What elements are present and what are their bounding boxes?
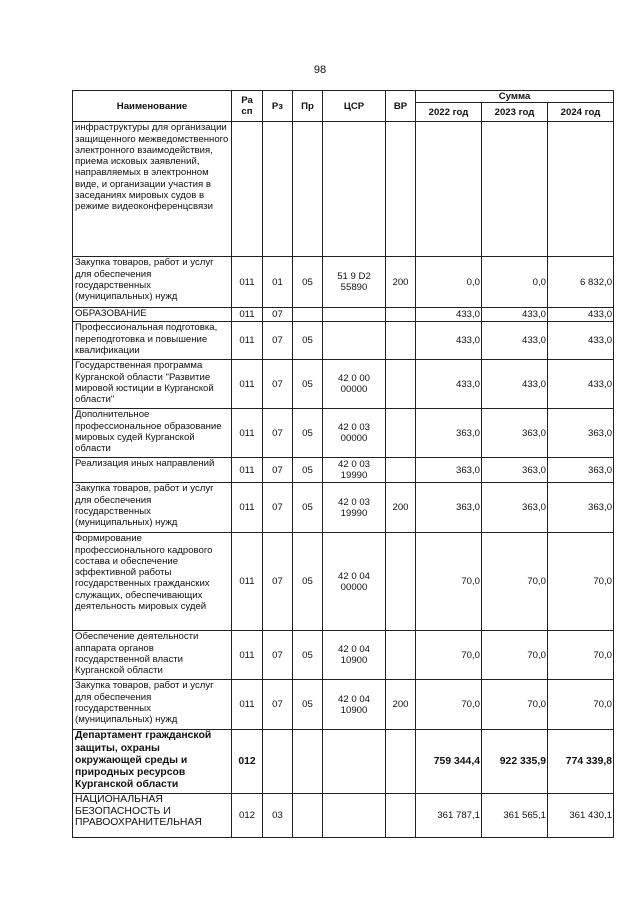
cell-vr	[386, 631, 416, 680]
cell-2024	[548, 122, 614, 257]
cell-csr	[323, 730, 386, 794]
cell-rasp	[232, 122, 263, 257]
cell-rasp: 011	[232, 322, 263, 360]
cell-2022: 759 344,4	[416, 730, 482, 794]
cell-2024: 70,0	[548, 533, 614, 631]
cell-rz: 03	[263, 794, 293, 838]
cell-2024: 361 430,1	[548, 794, 614, 838]
cell-2022: 433,0	[416, 360, 482, 409]
cell-vr	[386, 533, 416, 631]
cell-2023: 70,0	[482, 680, 548, 730]
cell-2022: 361 787,1	[416, 794, 482, 838]
cell-2022: 433,0	[416, 322, 482, 360]
table-row	[73, 730, 614, 794]
table-row	[73, 122, 614, 257]
cell-2023: 70,0	[482, 631, 548, 680]
cell-2023: 0,0	[482, 257, 548, 308]
col-header-2024: 2024 год	[548, 103, 614, 122]
cell-rz: 07	[263, 680, 293, 730]
col-header-2022: 2022 год	[416, 103, 482, 122]
cell-name: Департамент гражданской защиты, охраны окружающей среды и природных ресурсов Курганской области	[73, 730, 232, 794]
cell-2024: 433,0	[548, 308, 614, 322]
cell-2023: 363,0	[482, 483, 548, 533]
cell-rz: 07	[263, 533, 293, 631]
cell-rz: 07	[263, 322, 293, 360]
col-header-vr: ВР	[386, 91, 416, 122]
cell-rasp: 011	[232, 257, 263, 308]
cell-vr	[386, 730, 416, 794]
table-row	[73, 631, 614, 680]
cell-2023: 433,0	[482, 308, 548, 322]
col-header-rasp: Ра сп	[232, 91, 263, 122]
cell-pr: 05	[293, 257, 323, 308]
table-row	[73, 458, 614, 483]
cell-pr: 05	[293, 533, 323, 631]
cell-2023: 361 565,1	[482, 794, 548, 838]
cell-pr	[293, 308, 323, 322]
cell-pr: 05	[293, 360, 323, 409]
cell-vr	[386, 122, 416, 257]
cell-rasp: 011	[232, 483, 263, 533]
table-row	[73, 322, 614, 360]
cell-name: НАЦИОНАЛЬНАЯ БЕЗОПАСНОСТЬ И ПРАВООХРАНИТЕЛЬНАЯ	[73, 794, 232, 838]
cell-rasp: 011	[232, 360, 263, 409]
cell-2022: 433,0	[416, 308, 482, 322]
cell-2022: 363,0	[416, 409, 482, 458]
cell-vr	[386, 794, 416, 838]
cell-2022: 0,0	[416, 257, 482, 308]
cell-2023	[482, 122, 548, 257]
cell-2024: 363,0	[548, 458, 614, 483]
cell-2022: 70,0	[416, 631, 482, 680]
cell-csr: 42 0 04 10900	[323, 631, 386, 680]
cell-rasp: 011	[232, 409, 263, 458]
col-header-rz: Рз	[263, 91, 293, 122]
cell-rasp: 011	[232, 680, 263, 730]
cell-rz	[263, 730, 293, 794]
budget-table	[72, 90, 614, 838]
cell-rz: 07	[263, 308, 293, 322]
cell-2023: 433,0	[482, 322, 548, 360]
col-header-name: Наименование	[73, 91, 232, 122]
cell-csr: 42 0 04 10900	[323, 680, 386, 730]
cell-csr: 42 0 03 19990	[323, 458, 386, 483]
cell-rz: 07	[263, 458, 293, 483]
col-header-sum: Сумма	[416, 91, 614, 103]
cell-vr	[386, 409, 416, 458]
cell-csr: 51 9 D2 55890	[323, 257, 386, 308]
col-header-csr: ЦСР	[323, 91, 386, 122]
table-row	[73, 409, 614, 458]
cell-2022: 363,0	[416, 458, 482, 483]
cell-rz: 07	[263, 360, 293, 409]
cell-2023: 70,0	[482, 533, 548, 631]
cell-pr: 05	[293, 680, 323, 730]
cell-pr: 05	[293, 409, 323, 458]
page-number: 98	[313, 64, 327, 76]
table-row	[73, 533, 614, 631]
cell-name: Закупка товаров, работ и услуг для обеспечения государственных (муниципальных) нужд	[73, 257, 232, 308]
table-row	[73, 680, 614, 730]
cell-vr: 200	[386, 257, 416, 308]
cell-name: Государственная программа Курганской области "Развитие мировой юстиции в Курганской области"	[73, 360, 232, 409]
cell-vr	[386, 360, 416, 409]
col-header-pr: Пр	[293, 91, 323, 122]
cell-2022	[416, 122, 482, 257]
cell-2024: 363,0	[548, 483, 614, 533]
cell-2024: 433,0	[548, 360, 614, 409]
cell-rasp: 012	[232, 794, 263, 838]
cell-pr: 05	[293, 458, 323, 483]
cell-rz: 07	[263, 409, 293, 458]
cell-2024: 70,0	[548, 631, 614, 680]
table-row	[73, 360, 614, 409]
cell-2023: 363,0	[482, 458, 548, 483]
table-row	[73, 308, 614, 322]
cell-2023: 922 335,9	[482, 730, 548, 794]
cell-rasp: 011	[232, 533, 263, 631]
cell-pr	[293, 730, 323, 794]
cell-csr: 42 0 00 00000	[323, 360, 386, 409]
cell-rz: 07	[263, 631, 293, 680]
cell-name: Реализация иных направлений	[73, 458, 232, 483]
cell-csr: 42 0 03 19990	[323, 483, 386, 533]
cell-rz	[263, 122, 293, 257]
cell-2022: 70,0	[416, 533, 482, 631]
cell-csr	[323, 322, 386, 360]
cell-csr: 42 0 04 00000	[323, 533, 386, 631]
cell-name: Закупка товаров, работ и услуг для обеспечения государственных (муниципальных) нужд	[73, 680, 232, 730]
cell-rz: 01	[263, 257, 293, 308]
col-header-2023: 2023 год	[482, 103, 548, 122]
cell-name: Профессиональная подготовка, переподготовка и повышение квалификации	[73, 322, 232, 360]
cell-rasp: 012	[232, 730, 263, 794]
cell-pr	[293, 122, 323, 257]
cell-rasp: 011	[232, 631, 263, 680]
cell-2024: 363,0	[548, 409, 614, 458]
cell-pr: 05	[293, 483, 323, 533]
table-row	[73, 257, 614, 308]
cell-2024: 70,0	[548, 680, 614, 730]
cell-vr	[386, 322, 416, 360]
cell-vr	[386, 458, 416, 483]
cell-rz: 07	[263, 483, 293, 533]
cell-pr	[293, 794, 323, 838]
table-row	[73, 483, 614, 533]
cell-rasp: 011	[232, 308, 263, 322]
cell-name: ОБРАЗОВАНИЕ	[73, 308, 232, 322]
cell-name: инфраструктуры для организации защищенного межведомственного электронного взаимодействия, приема исковых заявлений, направляемых в электронном виде, и организации участия в заседаниях мировых судов в режиме видеоконференцсвязи	[73, 122, 232, 257]
cell-csr	[323, 308, 386, 322]
cell-vr	[386, 308, 416, 322]
cell-2024: 6 832,0	[548, 257, 614, 308]
cell-name: Обеспечение деятельности аппарата органов государственной власти Курганской области	[73, 631, 232, 680]
cell-name: Формирование профессионального кадрового состава и обеспечение эффективной работы государственных гражданских служащих, обеспечивающих деятельность мировых судей	[73, 533, 232, 631]
cell-csr	[323, 122, 386, 257]
cell-csr: 42 0 03 00000	[323, 409, 386, 458]
cell-2024: 774 339,8	[548, 730, 614, 794]
cell-csr	[323, 794, 386, 838]
cell-name: Закупка товаров, работ и услуг для обеспечения государственных (муниципальных) нужд	[73, 483, 232, 533]
table-row	[73, 794, 614, 838]
cell-name: Дополнительное профессиональное образование мировых судей Курганской области	[73, 409, 232, 458]
cell-2023: 433,0	[482, 360, 548, 409]
cell-2022: 363,0	[416, 483, 482, 533]
cell-2022: 70,0	[416, 680, 482, 730]
cell-vr: 200	[386, 483, 416, 533]
cell-pr: 05	[293, 631, 323, 680]
cell-pr: 05	[293, 322, 323, 360]
cell-2024: 433,0	[548, 322, 614, 360]
cell-rasp: 011	[232, 458, 263, 483]
cell-vr: 200	[386, 680, 416, 730]
cell-2023: 363,0	[482, 409, 548, 458]
